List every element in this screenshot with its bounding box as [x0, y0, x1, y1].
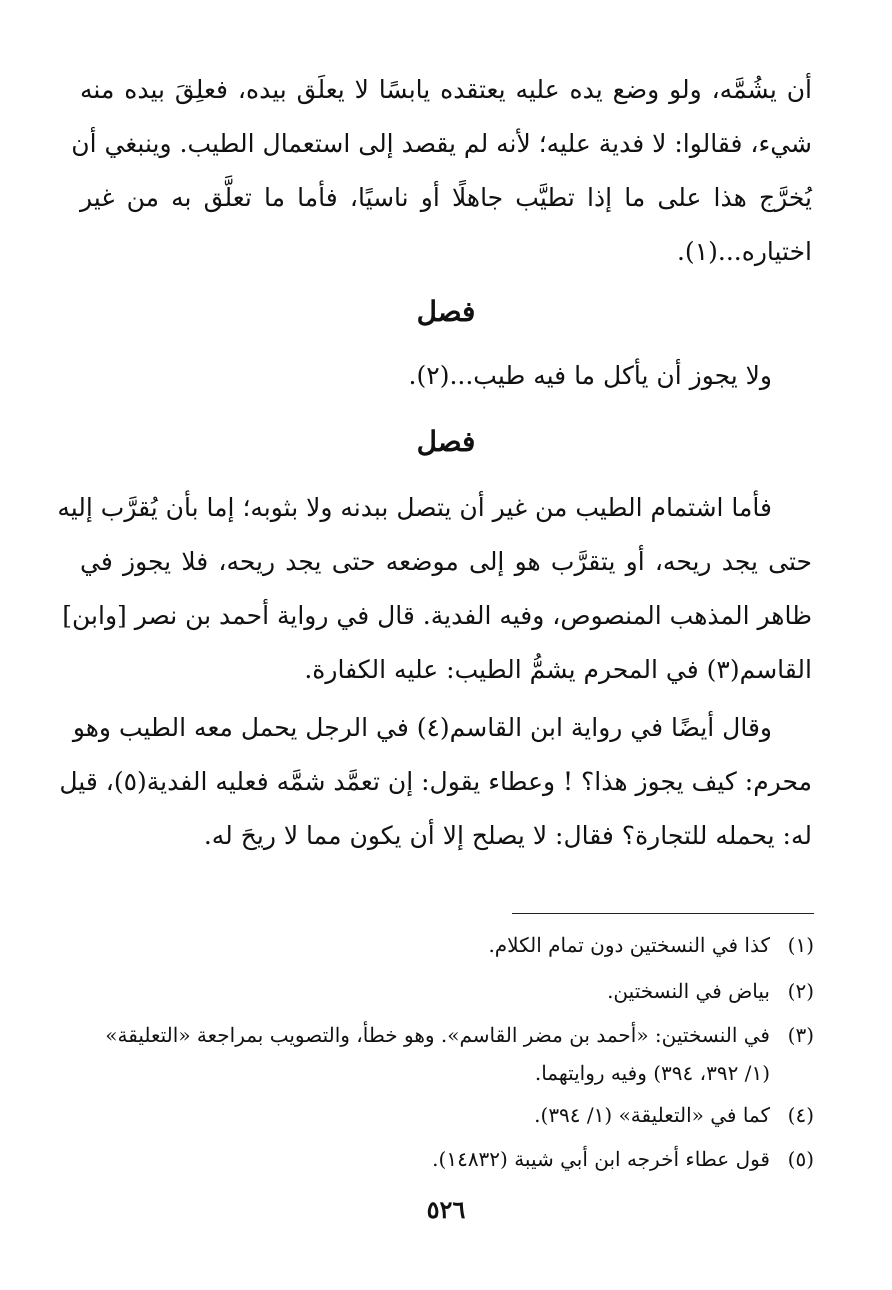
footnote-3	[80, 1018, 814, 1052]
section-heading: فصل	[416, 295, 476, 328]
page-number: ٥٢٦	[426, 1195, 466, 1224]
footnote-4	[80, 1098, 814, 1132]
body-line: اختياره...(١).	[676, 237, 812, 266]
body-line: شيء، فقالوا: لا فدية عليه؛ لأنه لم يقصد إلى استعمال الطيب. وينبغي أن	[71, 129, 812, 158]
footnote-3-continuation: (١/ ٣٩٢، ٣٩٤) وفيه روايتهما.	[534, 1061, 770, 1085]
body-line: القاسم(٣) في المحرم يشمُّ الطيب: عليه الكفارة.	[304, 655, 812, 684]
body-line: له: يحمله للتجارة؟ فقال: لا يصلح إلا أن يكون مما لا ريحَ له.	[203, 821, 812, 850]
footnote-number: (٤)	[787, 1103, 814, 1127]
footnote-text: في النسختين: «أحمد بن مضر القاسم». وهو خطأ، والتصويب بمراجعة «التعليقة»	[105, 1023, 770, 1047]
body-line: يُخرَّج هذا على ما إذا تطيَّب جاهلًا أو ناسيًا، فأما ما تعلَّق به من غير	[80, 183, 812, 212]
footnote-5	[80, 1142, 814, 1176]
body-line: محرم: كيف يجوز هذا؟ ! وعطاء يقول: إن تعمَّد شمَّه فعليه الفدية(٥)، قيل	[59, 767, 812, 796]
body-line: ظاهر المذهب المنصوص، وفيه الفدية. قال في رواية أحمد بن نصر [وابن]	[62, 601, 812, 630]
footnote-separator	[512, 913, 814, 914]
footnote-number: (٢)	[787, 979, 814, 1003]
body-line: وقال أيضًا في رواية ابن القاسم(٤) في الرجل يحمل معه الطيب وهو	[72, 713, 772, 742]
footnote-2	[80, 974, 814, 1008]
footnote-number: (٣)	[787, 1023, 814, 1047]
footnote-text: كذا في النسختين دون تمام الكلام.	[488, 933, 770, 957]
body-line: ولا يجوز أن يأكل ما فيه طيب...(٢).	[408, 361, 772, 390]
footnote-text: كما في «التعليقة» (١/ ٣٩٤).	[534, 1103, 770, 1127]
footnote-text: بياض في النسختين.	[607, 979, 770, 1003]
footnote-1	[80, 928, 814, 962]
footnote-number: (١)	[787, 933, 814, 957]
footnote-text: قول عطاء أخرجه ابن أبي شيبة (١٤٨٣٢).	[432, 1147, 770, 1171]
body-line: حتى يجد ريحه، أو يتقرَّب هو إلى موضعه حتى يجد ريحه، فلا يجوز في	[80, 547, 812, 576]
section-heading: فصل	[416, 425, 476, 458]
body-line: فأما اشتمام الطيب من غير أن يتصل ببدنه ولا بثوبه؛ إما بأن يُقرَّب إليه	[57, 493, 772, 522]
body-line: أن يشُمَّه، ولو وضع يده عليه يعتقده يابسًا لا يعلَق بيده، فعلِقَ بيده منه	[80, 75, 812, 104]
footnote-number: (٥)	[787, 1147, 814, 1171]
